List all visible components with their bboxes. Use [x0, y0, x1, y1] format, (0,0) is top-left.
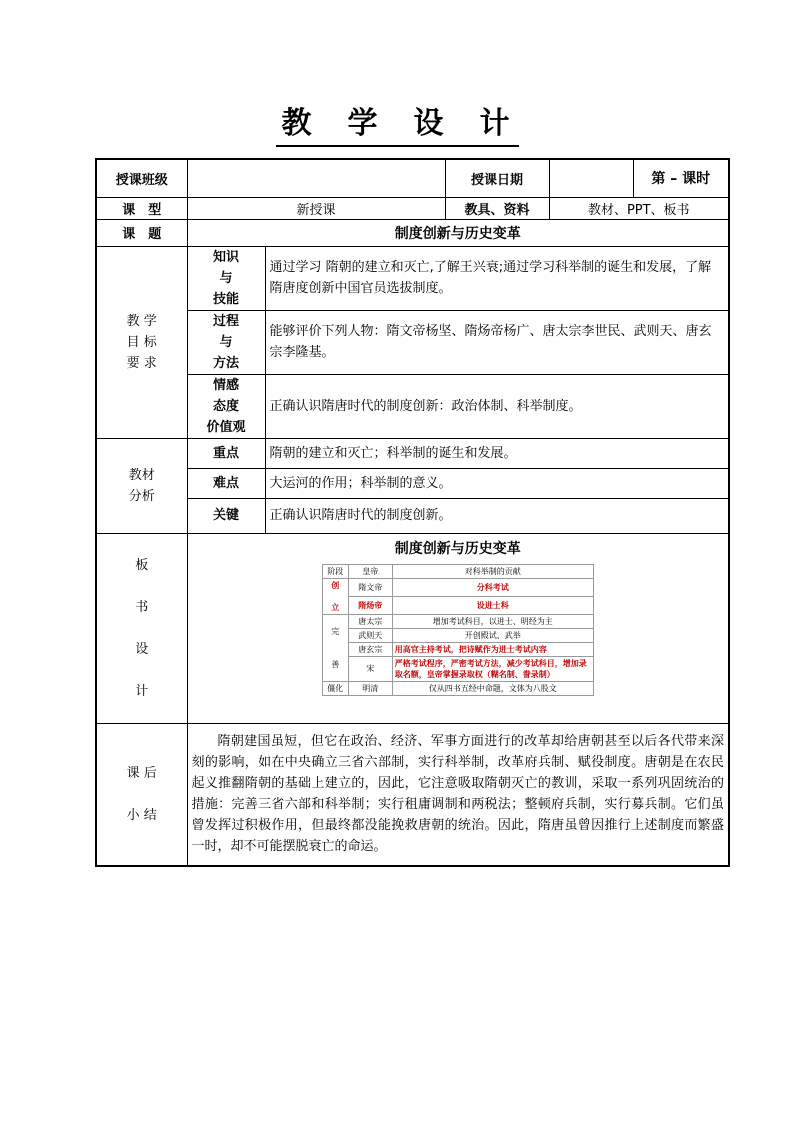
- board-emperor-3: 唐太宗: [348, 614, 392, 628]
- analysis-text-critical: 正确认识隋唐时代的制度创新。: [265, 498, 729, 533]
- lesson-plan-table: [95, 158, 730, 867]
- board-label: 板 书 设 计: [96, 533, 187, 723]
- board-emperor-1: 隋文帝: [348, 578, 392, 596]
- analysis-text-difficult: 大运河的作用；科举制的意义。: [265, 468, 729, 498]
- tools-label: 教具、资料: [445, 197, 549, 219]
- analysis-text-key: 隋朝的建立和灭亡；科举制的诞生和发展。: [265, 438, 729, 468]
- type-label: 课 型: [96, 197, 187, 219]
- goal-sub-process: 过程 与 方法: [187, 310, 265, 374]
- analysis-row-key: [96, 438, 729, 468]
- type-row: [96, 197, 729, 219]
- class-value[interactable]: [187, 159, 445, 197]
- summary-label: 课 后 小 结: [96, 723, 187, 866]
- analysis-sub-key: 重点: [187, 438, 265, 468]
- goal-sub-emotion: 情感 态度 价值观: [187, 374, 265, 438]
- topic-row: [96, 219, 729, 246]
- board-contribution-3: 增加考试科目，以进士、明经为主: [392, 614, 593, 628]
- board-row-1: [322, 578, 593, 596]
- board-emperor-4: 武则天: [348, 628, 392, 642]
- board-stage-perfect: 完 善: [322, 614, 348, 681]
- analysis-label: 教材 分析: [96, 438, 187, 533]
- goal-row-emotion: [96, 374, 729, 438]
- board-contribution-7: 仅从四书五经中命题，文体为八股文: [392, 681, 593, 695]
- page-title-text: 教 学 设 计: [276, 106, 519, 147]
- goal-text-emotion: 正确认识隋唐时代的制度创新：政治体制、科举制度。: [265, 374, 729, 438]
- date-value[interactable]: [549, 159, 633, 197]
- board-emperor-7: 明清: [348, 681, 392, 695]
- board-emperor-6: 宋: [348, 656, 392, 681]
- board-head-emperor: 皇帝: [348, 564, 392, 578]
- board-row-3: [322, 614, 593, 628]
- tools-value: 教材、PPT、板书: [549, 197, 729, 219]
- goal-text-process: 能够评价下列人物：隋文帝杨坚、隋炀帝杨广、唐太宗李世民、武则天、唐玄宗李隆基。: [265, 310, 729, 374]
- goal-text-knowledge: 通过学习 隋朝的建立和灭亡,了解王兴衰;通过学习科举制的诞生和发展，了解隋唐度创新中国官员选拔制度。: [265, 246, 729, 310]
- board-contribution-4: 开创殿试、武举: [392, 628, 593, 642]
- board-contribution-5: 用高官主持考试，把诗赋作为进士考试内容: [392, 642, 593, 656]
- board-contribution-6: 严格考试程序，严密考试方法，减少考试科目，增加录取名额，皇帝掌握录取权（糊名制、誊录制）: [392, 656, 593, 681]
- board-emperor-2: 隋炀帝: [348, 596, 392, 614]
- class-row: [96, 159, 729, 197]
- analysis-sub-difficult: 难点: [187, 468, 265, 498]
- board-head-row: [322, 564, 593, 578]
- type-value: 新授课: [187, 197, 445, 219]
- board-row-2: [322, 596, 593, 614]
- board-head-contribution: 对科举制的贡献: [392, 564, 593, 578]
- board-stage-create: 创 立: [322, 578, 348, 614]
- summary-text: 隋朝建国虽短，但它在政治、经济、军事方面进行的改革却给唐朝甚至以后各代带来深刻的影响，如在中央确立三省六部制，实行科举制，改革府兵制、赋役制度。唐朝是在农民起义推翻隋朝的基础上建立的，因此，它注意吸取隋朝灭亡的教训，采取一系列巩固统治的措施：完善三省六部和科举制；实行租庸调制和两税法；整顿府兵制，实行募兵制。它们虽曾发挥过积极作用，但最终都没能挽救唐朝的统治。因此，隋唐虽曾因推行上述制度而繁盛一时，却不可能摆脱衰亡的命运。: [187, 723, 729, 866]
- analysis-row-critical: [96, 498, 729, 533]
- board-row-5: [322, 642, 593, 656]
- analysis-sub-critical: 关键: [187, 498, 265, 533]
- board-emperor-5: 唐玄宗: [348, 642, 392, 656]
- goals-label: 教 学 目 标 要 求: [96, 246, 187, 438]
- board-title: 制度创新与历史变革: [394, 540, 521, 557]
- analysis-row-difficult: [96, 468, 729, 498]
- board-row-4: [322, 628, 593, 642]
- board-row-7: [322, 681, 593, 695]
- goal-sub-knowledge: 知识 与 技能: [187, 246, 265, 310]
- date-label: 授课日期: [445, 159, 549, 197]
- board-table: [322, 564, 594, 696]
- goal-row-process: [96, 310, 729, 374]
- topic-label: 课 题: [96, 219, 187, 246]
- board-row: [96, 533, 729, 723]
- board-contribution-2: 设进士科: [392, 596, 593, 614]
- board-row-6: [322, 656, 593, 681]
- summary-row: [96, 723, 729, 866]
- board-head-stage: 阶段: [322, 564, 348, 578]
- page-title: [0, 98, 794, 142]
- board-contribution-1: 分科考试: [392, 578, 593, 596]
- board-cell: [187, 533, 729, 723]
- topic-value: 制度创新与历史变革: [187, 219, 729, 246]
- period-label: 第 – 课时: [633, 159, 729, 197]
- board-stage-rigid: 僵化: [322, 681, 348, 695]
- class-label: 授课班级: [96, 159, 187, 197]
- goal-row-knowledge: [96, 246, 729, 310]
